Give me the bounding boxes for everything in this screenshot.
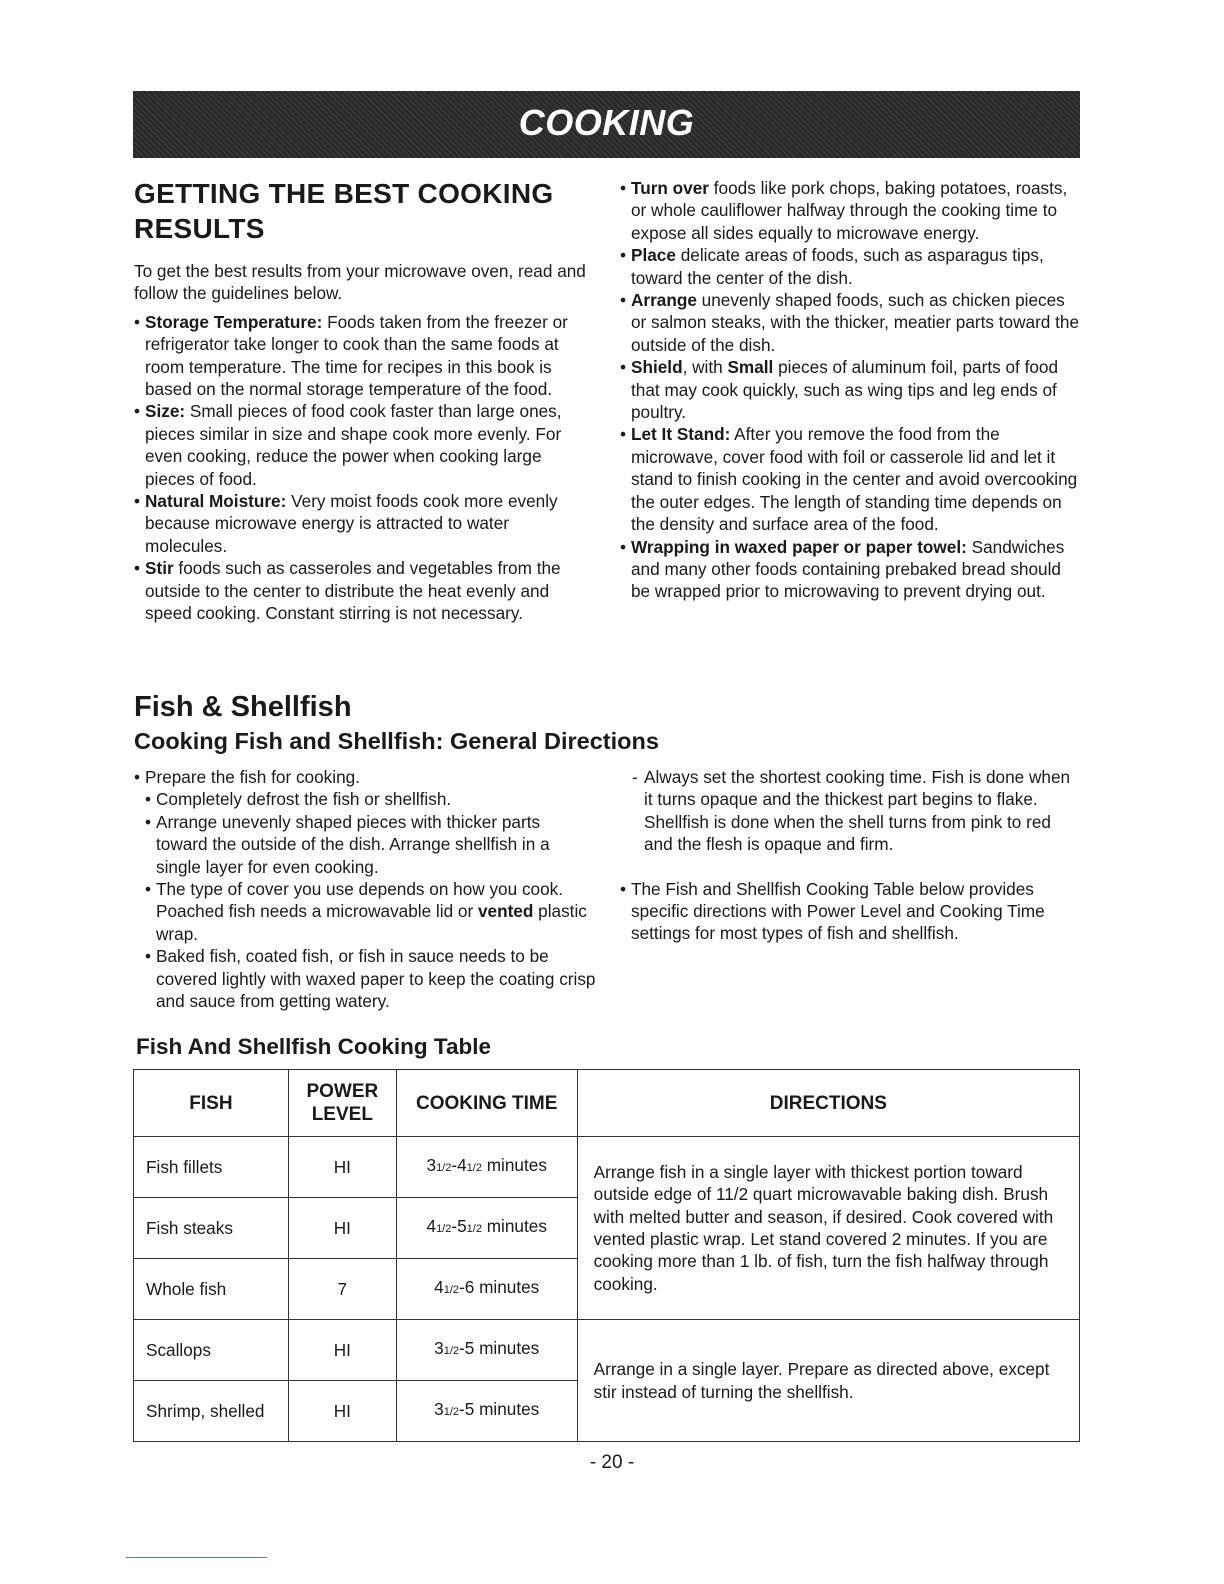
directions-cell: Arrange in a single layer. Prepare as directed above, except stir instead of turning the shellfish. [577,1320,1079,1442]
bullet-term: Stir [145,558,174,579]
table-title: Fish And Shellfish Cooking Table [136,1034,492,1059]
time-part: -5 minutes [459,1399,540,1420]
bullet-text: Prepare the fish for cooking. [145,767,360,787]
list-item: - Always set the shortest cooking time. Fish is done when it turns opaque and the thickest part begins to flake. Shellfish is done when the shell turns from pink to red and the flesh is opaque and firm. [632,766,1082,856]
time-part: 4 [434,1277,444,1298]
footer-divider [126,1557,267,1558]
bullet-term: Shield [631,357,683,378]
bullet-term: Place [631,245,676,266]
bullet-text: foods such as casseroles and vegetables from the outside to the center to distribute the heat evenly and speed cooking. Constant stirring is not necessary. [145,558,561,624]
table-row [134,1320,1080,1381]
time-fraction: 1/2 [466,1162,482,1175]
table-header-row [134,1070,1080,1137]
bullet-term: Storage Temperature: [145,311,323,332]
best-results-heading [134,176,592,246]
fish-cell: Fish fillets [134,1137,289,1198]
fish-prep-list [134,766,596,1012]
list-item: • Completely defrost the fish or shellfish. [145,788,596,810]
power-cell: HI [288,1381,396,1442]
time-part: -5 minutes [459,1338,540,1359]
time-fraction: 1/2 [443,1345,460,1358]
bullet-term: Turn over [631,178,709,198]
power-line1: POWER [306,1081,379,1102]
list-item [134,490,592,557]
fish-heading: Fish & Shellfish [134,691,352,723]
bullet-text: Foods taken from the freezer or refrigerator take longer to cook than the same foods at room temperature. The time for recipes in this book is based on the normal storage temperature of the food. [145,311,568,400]
power-cell: HI [288,1320,396,1381]
bullet-term: Natural Moisture: [145,491,287,512]
dash-text: The type of cover you use depends on how you cook. Poached fish needs a microwavable lid or [156,879,564,922]
fish-cell: Whole fish [134,1259,289,1320]
time-part: minutes [481,1155,547,1176]
column-header-power [288,1070,396,1137]
bullet-text: After you remove the food from the microwave, cover food with foil or casserole lid and let it stand to finish cooking in the center and avoid overcooking the outer edges. The length of standing time depends on the density and surface area of the food. [631,424,1078,535]
time-part: 3 [426,1155,437,1176]
list-item [620,423,1082,535]
time-fraction: 1/2 [443,1284,460,1297]
list-item [134,311,592,401]
time-fraction: 1/2 [443,1406,460,1419]
bullet-term: Let It Stand: [631,424,731,445]
fish-cell: Shrimp, shelled [134,1381,289,1442]
time-part: 3 [434,1338,444,1359]
best-results-right-list [620,177,1082,603]
directions-cell: Arrange fish in a single layer with thickest portion toward outside edge of 11/2 quart microwavable baking dish. Brush with melted butter and season, if desired. Cook covered with vented plastic wrap. Let stand covered 2 minutes. If you are cooking more than 1 lb. of fish, turn the fish halfway through cooking. [577,1137,1079,1320]
fish-cell: Scallops [134,1320,289,1381]
bullet-term: Size: [145,401,186,422]
time-part: 3 [434,1399,444,1420]
list-item: • The Fish and Shellfish Cooking Table below provides specific directions with Power Level and Cooking Time settings for most types of fish and shellfish. [620,878,1082,945]
time-fraction: 1/2 [436,1223,452,1236]
column-header-directions: DIRECTIONS [577,1070,1079,1137]
dash-term: vented [477,901,534,922]
bullet-text: foods like pork chops, baking potatoes, roasts, or whole cauliflower halfway through the cooking time to expose all sides equally to microwave energy. [631,178,1068,243]
list-item [620,536,1082,603]
banner-title: COOKING [518,102,695,143]
time-cell [396,1320,577,1381]
best-results-right-column [620,177,1082,603]
time-cell [396,1137,577,1198]
list-item [620,244,1082,289]
time-part: -4 [451,1155,467,1176]
time-part: minutes [481,1216,547,1237]
list-item: • Baked fish, coated fish, or fish in sauce needs to be covered lightly with waxed paper to keep the coating crisp and sauce from getting watery. [145,945,596,1012]
time-cell [396,1198,577,1259]
page-number: - 20 - [589,1452,635,1473]
list-item [145,878,596,945]
list-item [134,766,596,1012]
power-line2: LEVEL [311,1104,373,1125]
fish-right-dash-list [620,766,1082,856]
time-cell [396,1259,577,1320]
fish-right-bullet-list [620,878,1082,945]
time-part: -6 minutes [459,1277,540,1298]
fish-subheading: Cooking Fish and Shellfish: General Directions [134,728,659,754]
best-results-left-column [134,176,592,625]
time-fraction: 1/2 [436,1162,452,1175]
power-cell: HI [288,1137,396,1198]
bullet-text: unevenly shaped foods, such as chicken pieces or salmon steaks, with the thicker, meatier parts toward the outside of the dish. [631,290,1080,355]
bullet-text-2: pieces of aluminum foil, parts of food that may cook quickly, such as wing tips and leg ends of poultry. [631,357,1059,423]
power-cell: HI [288,1198,396,1259]
list-item: • Arrange unevenly shaped pieces with thicker parts toward the outside of the dish. Arrange shellfish in a single layer for even cooking. [145,811,596,878]
power-cell: 7 [288,1259,396,1320]
time-fraction: 1/2 [466,1223,482,1236]
list-item [620,177,1082,244]
bullet-term-2: Small [727,357,774,378]
best-results-left-list [134,311,592,625]
bullet-term: Wrapping in waxed paper or paper towel: [631,536,967,557]
time-part: -5 [451,1216,467,1237]
column-header-fish: FISH [134,1070,289,1137]
fish-left-column [134,766,596,1012]
column-header-time: COOKING TIME [396,1070,577,1137]
list-item [620,289,1082,356]
best-results-intro: To get the best results from your microwave oven, read and follow the guidelines below. [134,261,586,304]
fish-prep-dash-list [145,788,596,1012]
table-row [134,1137,1080,1198]
cooking-table [133,1069,1080,1442]
best-results-heading-line1: GETTING THE BEST COOKING [134,178,554,209]
fish-right-column [620,766,1082,945]
fish-cell: Fish steaks [134,1198,289,1259]
best-results-heading-line2: RESULTS [134,213,265,244]
list-item [620,356,1082,423]
bullet-text: Small pieces of food cook faster than large ones, pieces similar in size and shape cook more evenly. For even cooking, reduce the power when cooking large pieces of food. [145,401,562,489]
dash-text-2: plastic wrap. [156,901,587,944]
list-item [134,557,592,624]
bullet-text: delicate areas of foods, such as asparagus tips, toward the center of the dish. [631,245,1044,288]
time-part: 4 [426,1216,437,1237]
bullet-term: Arrange [631,290,697,311]
time-cell [396,1381,577,1442]
bullet-text: Very moist foods cook more evenly because microwave energy is attracted to water molecules. [145,491,558,556]
list-item [134,400,592,490]
section-banner [133,91,1080,158]
bullet-text: Sandwiches and many other foods containing prebaked bread should be wrapped prior to microwaving to prevent drying out. [631,536,1065,602]
bullet-text: , with [682,357,728,378]
